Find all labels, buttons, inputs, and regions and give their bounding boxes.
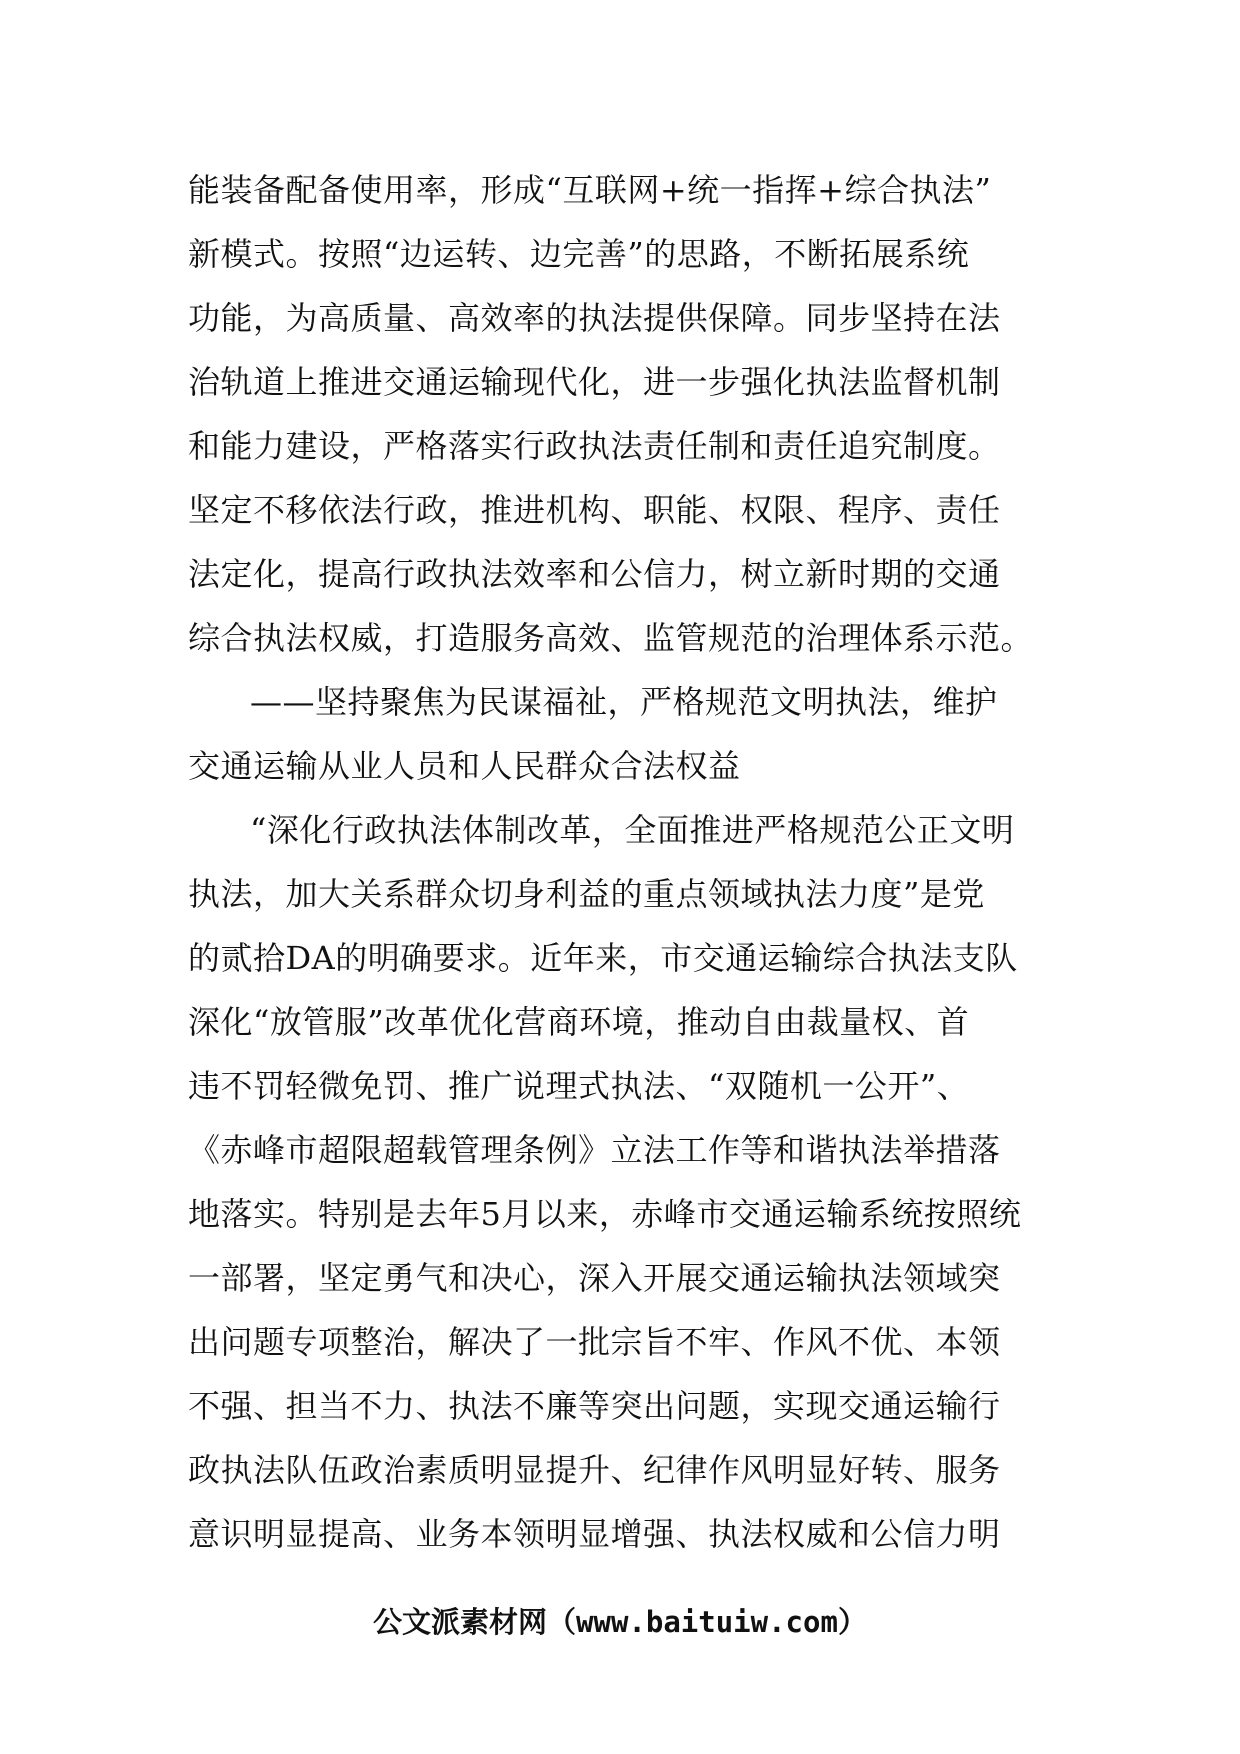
body-line-4: 治轨道上推进交通运输现代化，进一步强化执法监督机制 <box>188 363 1001 401</box>
body-line-12: 执法，加大关系群众切身利益的重点领域执法力度”是党 <box>188 875 985 913</box>
body-line-21: 政执法队伍政治素质明显提升、纪律作风明显好转、服务 <box>188 1451 1001 1489</box>
body-line-19: 出问题专项整治，解决了一批宗旨不牢、作风不优、本领 <box>188 1323 1001 1361</box>
body-line-3: 功能，为高质量、高效率的执法提供保障。同步坚持在法 <box>188 299 1001 337</box>
body-line-16: 《赤峰市超限超载管理条例》立法工作等和谐执法举措落 <box>188 1131 1001 1169</box>
body-line-6: 坚定不移依法行政，推进机构、职能、权限、程序、责任 <box>188 491 1001 529</box>
body-line-14: 深化“放管服”改革优化营商环境，推动自由裁量权、首 <box>188 1003 970 1041</box>
footer-source: 公文派素材网（www.baituiw.com） <box>373 1605 867 1639</box>
body-line-17: 地落实。特别是去年5月以来，赤峰市交通运输系统按照统 <box>188 1195 1022 1233</box>
body-line-18: 一部署，坚定勇气和决心，深入开展交通运输执法领域突 <box>188 1259 1001 1297</box>
body-line-5: 和能力建设，严格落实行政执法责任制和责任追究制度。 <box>188 427 1001 465</box>
body-line-13: 的贰拾DA的明确要求。近年来，市交通运输综合执法支队 <box>188 939 1018 977</box>
body-line-11: “深化行政执法体制改革，全面推进严格规范公正文明 <box>250 811 1015 849</box>
body-line-22: 意识明显提高、业务本领明显增强、执法权威和公信力明 <box>188 1515 1001 1553</box>
body-line-7: 法定化，提高行政执法效率和公信力，树立新时期的交通 <box>188 555 1001 593</box>
subheading-line-1: ——坚持聚焦为民谋福祉，严格规范文明执法，维护 <box>250 683 998 721</box>
body-line-1: 能装备配备使用率，形成“互联网+统一指挥+综合执法” <box>188 171 992 209</box>
subheading-line-2: 交通运输从业人员和人民群众合法权益 <box>188 747 741 785</box>
body-line-2: 新模式。按照“边运转、边完善”的思路，不断拓展系统 <box>188 235 970 273</box>
body-line-8: 综合执法权威，打造服务高效、监管规范的治理体系示范。 <box>188 619 1034 657</box>
body-line-20: 不强、担当不力、执法不廉等突出问题，实现交通运输行 <box>188 1387 1001 1425</box>
body-line-15: 违不罚轻微免罚、推广说理式执法、“双随机一公开”、 <box>188 1067 970 1105</box>
